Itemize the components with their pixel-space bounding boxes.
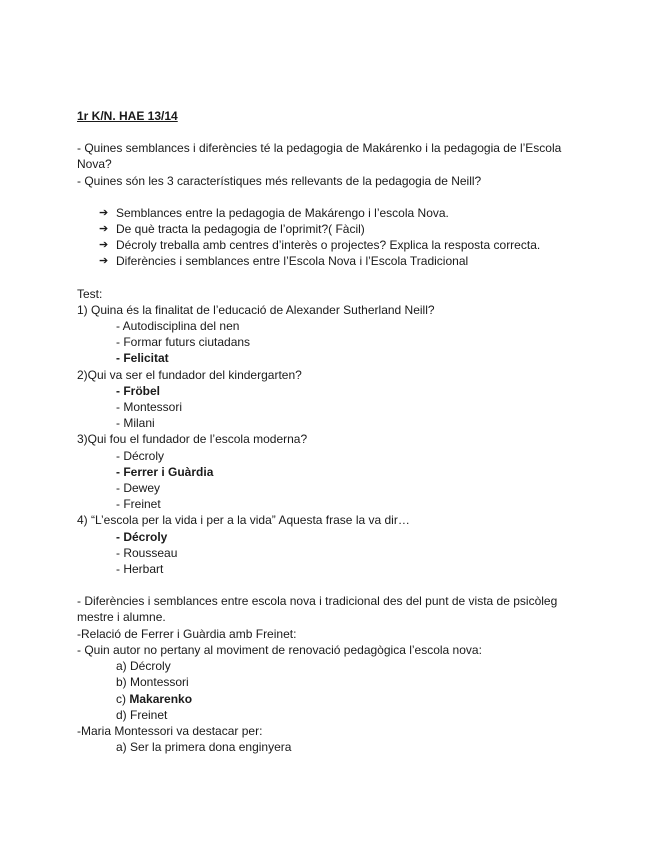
test-question-4: 4) “L’escola per la vida i per a la vida” Aquesta frase la va dir…	[77, 513, 410, 528]
test-question-1: 1) Quina és la finalitat de l’educació de Alexander Sutherland Neill?	[77, 302, 435, 317]
answer-option: - Milani	[116, 416, 155, 431]
answer-option-correct: - Fröbel	[116, 383, 160, 398]
option-letter: c)	[116, 691, 130, 706]
answer-option: - Décroly	[116, 448, 165, 463]
answer-option	[116, 658, 577, 674]
option-letter: a)	[116, 740, 131, 755]
arrow-right-icon: ➔	[99, 239, 109, 252]
arrow-item-text: Décroly treballa amb centres d’interès o projectes? Explica la resposta correcta.	[116, 238, 541, 253]
answer-option: - Freinet	[116, 497, 161, 512]
option-text: Makarenko	[129, 691, 193, 706]
option-letter: a)	[116, 659, 131, 674]
test-label: Test:	[77, 286, 103, 301]
answer-option-correct: - Décroly	[116, 529, 168, 544]
option-text: Montessori	[130, 675, 189, 690]
intro-question-2: - Quines són les 3 característiques més rellevants de la pedagogia de Neill?	[77, 173, 482, 188]
spacer	[77, 270, 577, 286]
answer-option: - Dewey	[116, 481, 161, 496]
arrow-item-text: Semblances entre la pedagogia de Makárengo i l’escola Nova.	[116, 205, 449, 220]
spacer	[77, 189, 577, 205]
arrow-item	[99, 205, 577, 221]
answer-option: - Herbart	[116, 562, 164, 577]
option-letter: b)	[116, 675, 131, 690]
arrow-item	[99, 237, 577, 253]
arrow-item-text: Diferències i semblances entre l’Escola Nova i l’Escola Tradicional	[116, 254, 469, 269]
test-question-3: 3)Qui fou el fundador de l’escola moderna?	[77, 432, 308, 447]
answer-option: - Autodisciplina del nen	[116, 319, 240, 334]
intro-question-1: - Quines semblances i diferències té la pedagogia de Makárenko i la pedagogia de l’Escola Nova?	[77, 141, 562, 172]
arrow-right-icon: ➔	[99, 223, 109, 236]
option-letter: d)	[116, 707, 131, 722]
closing-question-montessori: -Maria Montessori va destacar per:	[77, 723, 263, 738]
arrow-item	[99, 253, 577, 269]
arrow-item-text: De què tracta la pedagogia de l’oprimit?( Fàcil)	[116, 222, 365, 237]
answer-option-correct: - Felicitat	[116, 351, 169, 366]
answer-option-correct	[116, 691, 577, 707]
document-title: 1r K/N. HAE 13/14	[77, 109, 178, 123]
spacer	[77, 577, 577, 593]
option-text: Freinet	[130, 707, 168, 722]
option-text: Décroly	[130, 659, 171, 674]
answer-option: - Formar futurs ciutadans	[116, 335, 251, 350]
answer-option: - Montessori	[116, 400, 183, 415]
option-text: Ser la primera dona enginyera	[130, 740, 292, 755]
arrow-item	[99, 221, 577, 237]
closing-question-author: - Quin autor no pertany al moviment de renovació pedagògica l’escola nova:	[77, 642, 482, 657]
answer-option: - Rousseau	[116, 545, 178, 560]
answer-option	[116, 674, 577, 690]
test-question-2: 2)Qui va ser el fundador del kindergarten?	[77, 367, 302, 382]
closing-question-ferrer-freinet: -Relació de Ferrer i Guàrdia amb Freinet:	[77, 626, 297, 641]
spacer	[77, 124, 577, 140]
closing-question-differences: - Diferències i semblances entre escola nova i tradicional des del punt de vista de psicòleg mestre i alumne.	[77, 594, 558, 625]
arrow-right-icon: ➔	[99, 255, 109, 268]
answer-option-correct: - Ferrer i Guàrdia	[116, 464, 214, 479]
answer-option	[116, 707, 577, 723]
arrow-list	[99, 205, 577, 270]
document-page	[77, 108, 577, 755]
answer-option	[116, 739, 577, 755]
arrow-right-icon: ➔	[99, 206, 109, 219]
